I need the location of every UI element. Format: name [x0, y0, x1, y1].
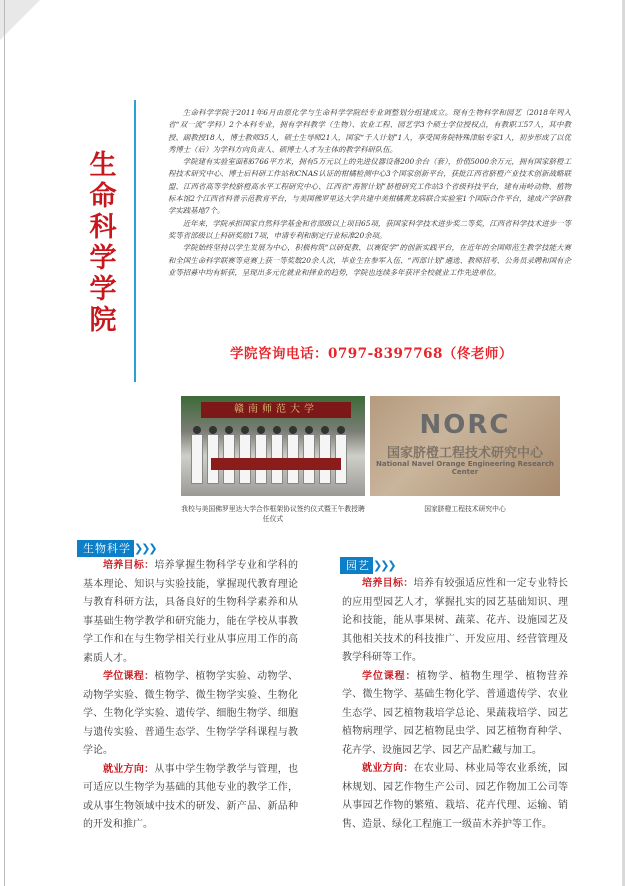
hort-goal: [342, 575, 568, 668]
hort-course: [342, 668, 568, 761]
person-figure: [319, 426, 331, 484]
intro-paragraph: 近年来，学院承担国家自然科学基金和省部级以上项目65项，获国家科学技术进步奖二等奖，江西省科学技术进步一等奖等省部级以上科研奖励17项，申请专利和制定行业标准20余项。: [168, 218, 571, 240]
intro-paragraph: 生命科学学院于2011年6月由原化学与生命科学学院经专业调整划分组建成立。现有生物科学和园艺（2018年列入省“双一流”学科）2个本科专业，拥有学科教学（生物）、农业工程、园艺学3个硕士学位授权点，有教职工57人，其中教授、副教授18人，博士教师35人，硕士生导师21人，国家“千人计划”1人，享受国务院特殊津贴专家1人，初步形成了以优秀博士（后）为学科方向负责人、硕博士人才为主体的教学科研队伍。: [168, 108, 571, 154]
person-figure: [255, 426, 267, 484]
section-label: 园艺: [340, 557, 373, 574]
signing-table: [211, 458, 341, 470]
research-center-photo: [370, 396, 560, 496]
bio-job: [83, 761, 298, 835]
key-label: 培养目标：: [103, 560, 155, 571]
center-name-en: National Navel Orange Engineering Research Center: [375, 460, 554, 476]
intro-paragraph: 学院始终坚持以学生发展为中心，积极构筑“以研促教、以赛促学”的创新实践平台，在近年的全国师范生教学技能大赛和全国生命科学联赛等竞赛上获一等奖数20余人次，毕业生在参军入伍、“西部计划”遴选、教师招考、公务员录聘和国有企业等招募中均有斩获，呈现出多元化就业和择业的趋势，学院也连续多年获评全校就业工作先进单位。: [168, 243, 571, 277]
college-intro: [168, 107, 571, 279]
title-divider-line: [134, 100, 136, 382]
norc-logo: NORC: [419, 410, 511, 440]
bio-job-text: 从事中学生物学教学与管理，也可适应以生物学为基础的其他专业的教学工作，或从事生物领域中技术的研发、新产品、新品种的开发和推广。: [83, 763, 299, 830]
chevron-right-icon: ❯❯❯: [134, 542, 156, 555]
title-char: 院: [89, 305, 117, 336]
section-label: 生物科学: [77, 540, 134, 557]
center-name-cn: 国家脐橙工程技术研究中心: [386, 446, 543, 461]
hort-section-body: [342, 575, 568, 834]
person-figure: [223, 426, 235, 484]
chevron-right-icon: ❯❯❯: [373, 559, 395, 572]
title-char: 学: [89, 243, 117, 274]
college-title: [88, 150, 118, 336]
title-char: 生: [89, 150, 117, 181]
hort-course-text: 植物学、植物生理学、植物营养学、微生物学、基础生物化学、普通遗传学、农业生态学、园艺植物栽培学总论、果蔬栽培学、园艺植物病理学、园艺植物昆虫学、园艺植物育种学、花卉学、设施园艺学、园艺产品贮藏与加工。: [342, 670, 569, 756]
hort-job: [342, 760, 568, 834]
hort-goal-text: 培养有较强适应性和一定专业特长的应用型园艺人才，掌握扎实的园艺基础知识、理论和技能，能从事果树、蔬菜、花卉、设施园艺及其他相关技术的科技推广、开发应用、经营管理及教学科研等工作。: [342, 578, 569, 663]
signing-ceremony-photo: [181, 396, 365, 496]
photo-banner: 赣南师范大学: [201, 402, 351, 418]
person-figure: [271, 426, 283, 484]
bio-course-text: 植物学、植物学实验、动物学、动物学实验、微生物学、微生物学实验、生物化学、生物化学实验、遗传学、细胞生物学、细胞与遗传实验、普通生态学、生物学学科课程与教学论。: [83, 671, 299, 756]
key-label: 培养目标：: [362, 578, 414, 589]
key-label: 学位课程：: [103, 671, 155, 682]
section-header-bio: [77, 540, 156, 557]
person-figure: [303, 426, 315, 484]
page-left-edge: [4, 0, 5, 886]
consult-phone: 学院咨询电话：0797-8397768（佟老师）: [230, 346, 513, 362]
person-figure: [335, 426, 347, 484]
intro-paragraph: 学院建有实验室面积6766平方米，拥有5万元以上的先进仪器设备200余台（套），价值5000余万元，拥有国家脐橙工程技术研究中心、博士后科研工作站和CNAS认证的柑橘检测中心3个国家创新平台，获批江西省脐橙产业技术创新战略联盟、江西省高等学校脐橙高水平工程研究中心、江西省“海智计划”脐橙研究工作站3个省级科技平台，建有南岭动物、植物标本馆2个江西省科普示范教育平台，与美国佛罗里达大学共建中美柑橘黄龙病联合实验室1个国际合作平台，建成产学研教学实践基地7个。: [168, 157, 571, 216]
key-label: 就业方向：: [362, 763, 414, 774]
title-char: 科: [89, 212, 117, 243]
person-figure: [239, 426, 251, 484]
photo1-caption: 我校与美国佛罗里达大学合作框架协议签约仪式暨王午教授聘任仪式: [181, 505, 365, 523]
person-figure: [191, 426, 203, 484]
bio-goal-text: 培养掌握生物科学专业和学科的基本理论、知识与实验技能，掌握现代教育理论与教育科研方法，具备良好的生物科学素养和从事基础生物学教学和研究能力，能在学校从事教学工作和在与生物学相关行业从事应用工作的高素质人才。: [83, 560, 299, 664]
bio-section-body: [83, 557, 298, 835]
photo2-caption: 国家脐橙工程技术研究中心: [424, 505, 506, 513]
key-label: 学位课程：: [362, 670, 417, 682]
hort-job-text: 在农业局、林业局等农业系统，园林规划、园艺作物生产公司、园艺作物加工公司等从事园艺作物的繁殖、栽培、花卉代理、运输、销售、造景、绿化工程施工一级苗木养护等工作。: [342, 763, 569, 830]
bio-goal: [83, 557, 298, 668]
section-header-hort: [340, 557, 395, 574]
page-corner-fold: [0, 0, 40, 40]
key-label: 就业方向：: [103, 763, 155, 775]
bio-course: [83, 668, 298, 761]
title-char: 学: [89, 274, 117, 305]
person-figure: [207, 426, 219, 484]
photo-people: [187, 426, 359, 486]
person-figure: [287, 426, 299, 484]
title-char: 命: [89, 181, 117, 212]
